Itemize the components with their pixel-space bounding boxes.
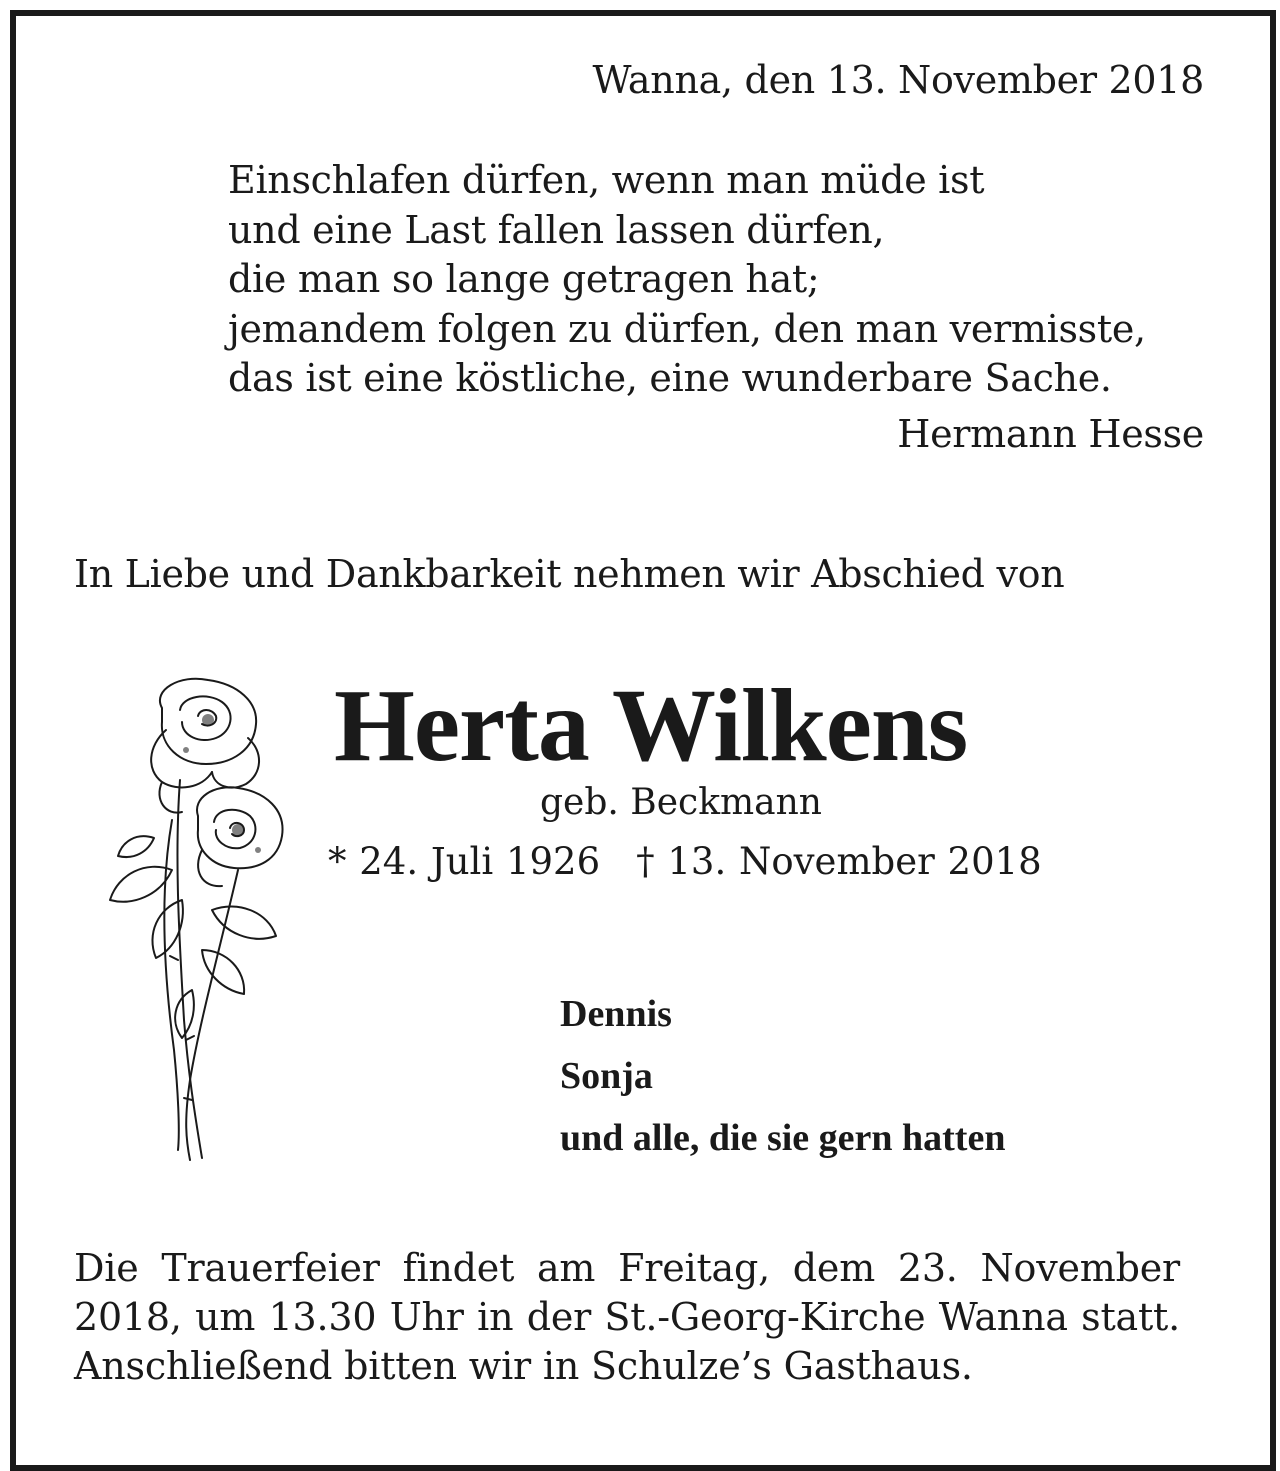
- mourner-name: und alle, die sie gern hatten: [560, 1117, 1006, 1159]
- mourner-name: Dennis: [560, 993, 672, 1035]
- ceremony-notice: Die Trauerfeier findet am Freitag, dem 23. November 2018, um 13.30 Uhr in der St.-Georg-Kirche Wanna statt. Anschließend bitten wir in Schulze’s Gasthaus.: [74, 1246, 1180, 1388]
- mourner-name: Sonja: [560, 1055, 653, 1097]
- place-date: Wanna, den 13. November 2018: [592, 58, 1204, 102]
- birth-date: * 24. Juli 1926: [328, 840, 601, 883]
- farewell-intro: In Liebe und Dankbarkeit nehmen wir Abschied von: [74, 552, 1065, 596]
- poem-line: jemandem folgen zu dürfen, den man vermisste,: [228, 306, 1146, 351]
- poem-line: das ist eine köstliche, eine wunderbare Sache.: [228, 356, 1112, 400]
- death-date: † 13. November 2018: [636, 840, 1042, 883]
- poem-line: und eine Last fallen lassen dürfen,: [228, 207, 885, 252]
- deceased-name: Herta Wilkens: [334, 668, 968, 783]
- poem-line: die man so lange getragen hat;: [228, 257, 820, 301]
- poem-author: Hermann Hesse: [897, 412, 1204, 456]
- poem-line: Einschlafen dürfen, wenn man müde ist: [228, 158, 985, 202]
- poem: [228, 156, 1188, 404]
- life-dates: [328, 840, 1042, 883]
- birth-name: geb. Beckmann: [540, 782, 822, 823]
- roses-illustration-icon: [62, 660, 312, 1170]
- mourners: [560, 983, 1005, 1169]
